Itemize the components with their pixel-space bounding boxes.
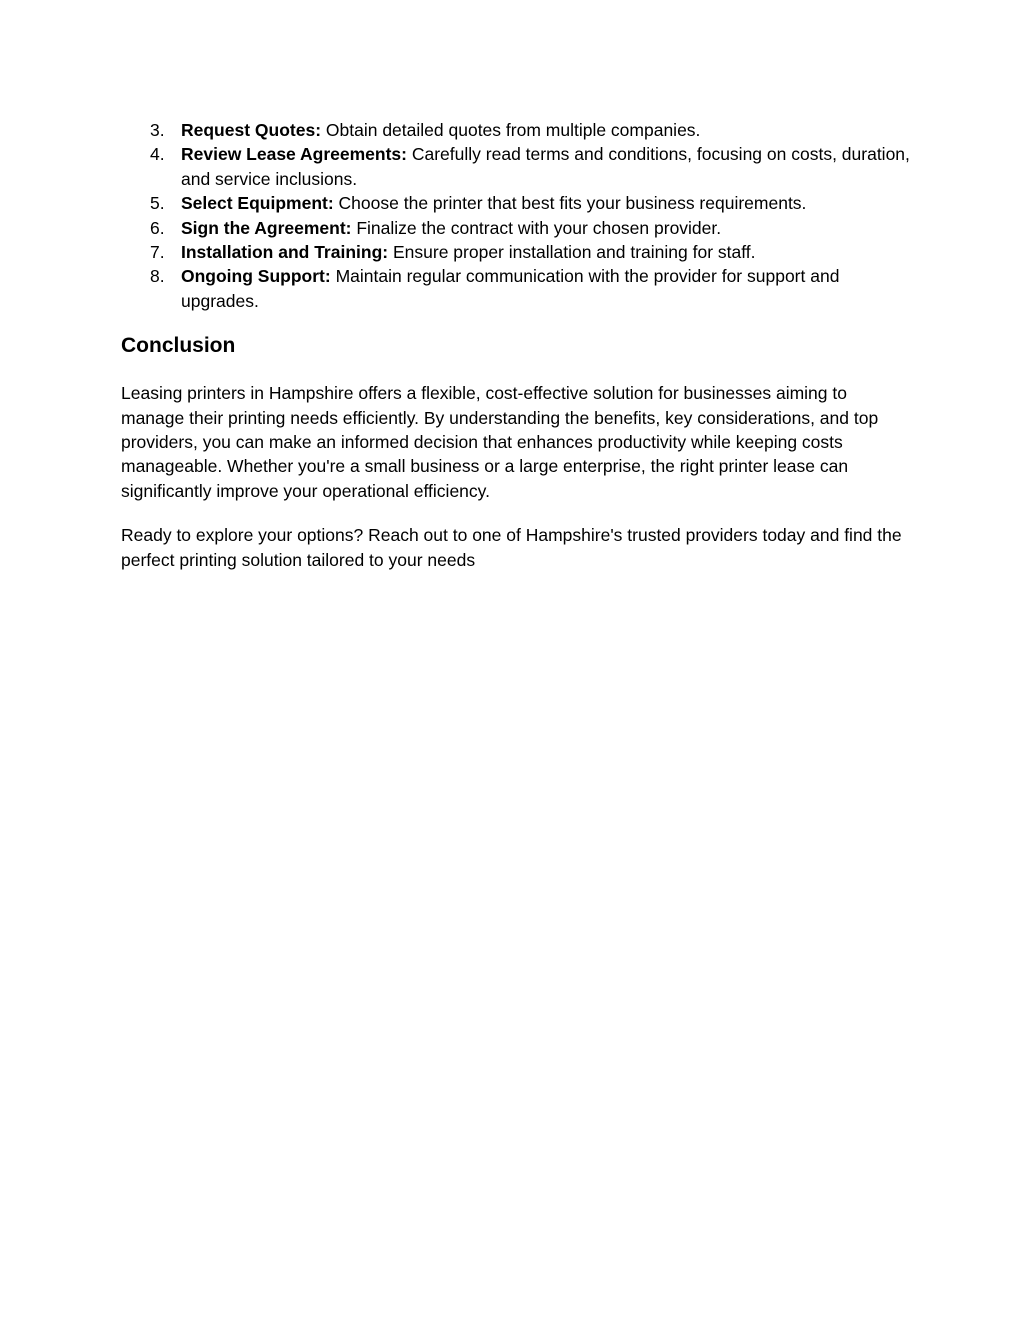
section-heading: Conclusion (121, 334, 236, 358)
list-item-title: Sign the Agreement: (181, 217, 352, 238)
conclusion-paragraph: Leasing printers in Hampshire offers a flexible, cost-effective solution for businesses aiming to manage their printing needs efficiently. By understanding the benefits, key considerations, and top providers, you can make an informed decision that enhances productivity while keeping costs manageable. Whether you're a small business or a large enterprise, the right printer lease can significantly improve your operational efficiency. (121, 383, 879, 501)
list-item-number: 4. (150, 144, 165, 165)
list-item-number: 7. (150, 242, 165, 263)
list-item-title: Ongoing Support: (181, 266, 331, 287)
list-item-number: 8. (150, 266, 165, 287)
list-item-number: 3. (150, 120, 165, 140)
list-item-text: Maintain regular communication with the provider for support and upgrades. (181, 266, 840, 311)
list-item-title: Select Equipment: (181, 193, 334, 214)
list-item (121, 240, 911, 264)
list-item-text: Carefully read terms and conditions, focusing on costs, duration, and service inclusions. (181, 144, 910, 189)
list-item-title: Review Lease Agreements: (181, 144, 407, 165)
list-item-title: Installation and Training: (181, 242, 389, 263)
steps-list (121, 118, 911, 313)
call-to-action-paragraph: Ready to explore your options? Reach out to one of Hampshire's trusted providers today and find the perfect printing solution tailored to your needs (121, 525, 902, 570)
list-item (121, 264, 911, 313)
list-item (121, 216, 911, 240)
list-item-number: 5. (150, 193, 165, 214)
list-item-text: Choose the printer that best fits your business requirements. (338, 193, 807, 214)
list-item-text: Ensure proper installation and training for staff. (392, 242, 756, 263)
list-item-number: 6. (150, 217, 165, 238)
list-item-text: Obtain detailed quotes from multiple companies. (325, 120, 701, 140)
list-item (121, 191, 911, 215)
list-item (121, 118, 911, 142)
list-item (121, 142, 911, 191)
list-item-text: Finalize the contract with your chosen provider. (356, 217, 722, 238)
document-page (121, 118, 911, 572)
list-item-title: Request Quotes: (181, 120, 322, 140)
